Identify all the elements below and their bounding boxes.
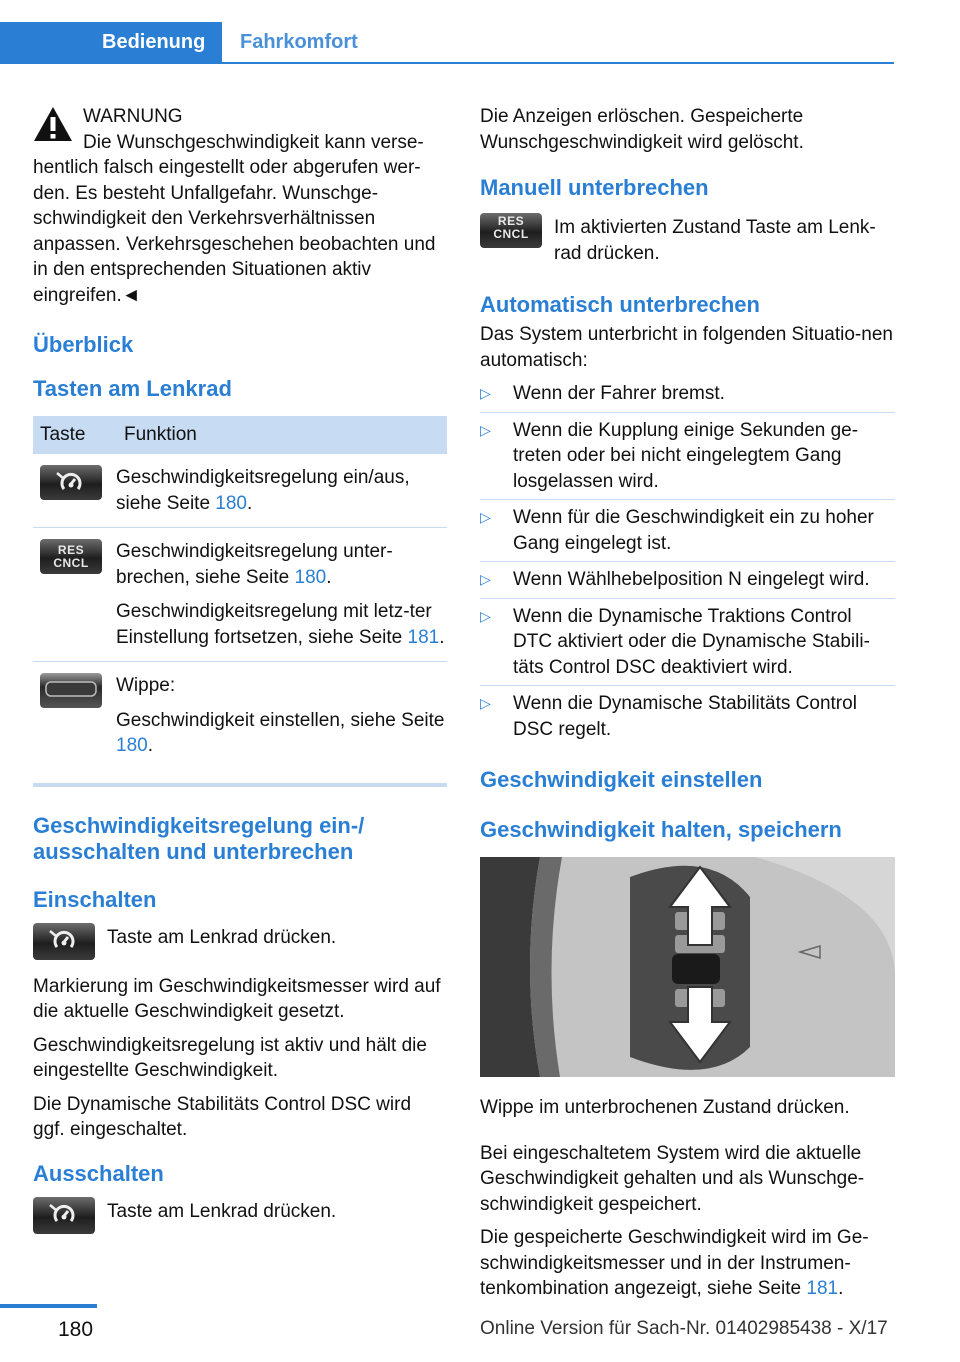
- list-item-text: Wenn für die Geschwindigkeit ein zu hoher Gang eingelegt ist.: [513, 507, 874, 554]
- table-row: [33, 454, 447, 528]
- row2-end-a: .: [326, 566, 332, 588]
- row3-text: Geschwindigkeit einstellen, siehe Seite: [116, 709, 445, 731]
- paragraph: Die Anzeigen erlöschen. Gespeicherte Wunschgeschwindigkeit wird gelöscht.: [480, 106, 804, 153]
- heading-manuell: Manuell unterbrechen: [480, 175, 709, 200]
- list-item: [480, 562, 895, 599]
- row2-text-a: Geschwindigkeitsregelung unter-brechen, siehe Seite: [116, 541, 393, 588]
- heading-einstellen: Geschwindigkeit einstellen: [480, 767, 763, 792]
- list-item-text: Wenn die Dynamische Stabilitäts Control DSC regelt.: [513, 693, 857, 740]
- list-item-text: Wenn der Fahrer bremst.: [513, 383, 725, 404]
- res-label: RES: [57, 543, 85, 557]
- list-item: [480, 376, 895, 413]
- row2-end-b: .: [439, 626, 445, 648]
- footer-online-version: Online Version für Sach-Nr. 01402985438 - X/17: [480, 1318, 888, 1339]
- list-item: [480, 500, 895, 562]
- table-header-key: Taste: [33, 416, 116, 454]
- ausschalten-text: Taste am Lenkrad drücken.: [107, 1200, 337, 1222]
- warning-icon: [33, 106, 73, 142]
- photo-caption: Wippe im unterbrochenen Zustand drücken.: [480, 1097, 850, 1118]
- steering-wheel-photo: [480, 857, 895, 1077]
- triangle-bullet-icon: ▷: [480, 385, 491, 401]
- heading-keys: Tasten am Lenkrad: [33, 376, 232, 401]
- cruise-control-button-icon: [33, 923, 95, 960]
- einschalten-instruction: [33, 923, 447, 960]
- list-item: [480, 686, 895, 747]
- cncl-label: CNCL: [493, 227, 529, 241]
- page-link-180[interactable]: 180: [116, 735, 148, 756]
- paragraph: Geschwindigkeitsregelung ist aktiv und hält die eingestellte Geschwindigkeit.: [33, 1034, 427, 1081]
- manuell-text: Im aktivierten Zustand Taste am Lenk-rad drücken.: [554, 217, 876, 264]
- ausschalten-instruction: [33, 1197, 447, 1234]
- res-cncl-button-icon: [40, 539, 102, 574]
- keys-table: [33, 416, 447, 787]
- row3-end: .: [147, 735, 153, 756]
- tab-bedienung[interactable]: Bedienung: [0, 22, 222, 62]
- warning-title: WARNUNG: [83, 106, 183, 127]
- paragraph: Markierung im Geschwindigkeitsmesser wird auf die aktuelle Geschwindigkeit gesetzt.: [33, 975, 441, 1022]
- page-link-180[interactable]: 180: [215, 492, 247, 514]
- heading-ausschalten: Ausschalten: [33, 1160, 164, 1186]
- list-item-text: Wenn Wählhebelposition N eingelegt wird.: [513, 569, 870, 590]
- rocker-switch-icon: [40, 673, 102, 708]
- cncl-label: CNCL: [53, 556, 89, 570]
- cruise-control-button-icon: [33, 1197, 95, 1234]
- warning-text: Die Wunschgeschwindigkeit kann verse-hentlich falsch eingestellt oder abgerufen wer-den. Es besteht Unfallgefahr. Wunschge-schwindigkeit den Verkehrsverhältnissen anpassen. Verkehrsgeschehen beobachten und in den entsprechenden Situationen aktiv eingreifen.◄: [33, 131, 436, 306]
- auto-conditions-list: [480, 376, 895, 747]
- einschalten-text: Taste am Lenkrad drücken.: [107, 926, 337, 948]
- triangle-bullet-icon: ▷: [480, 421, 491, 438]
- row1-end: .: [247, 492, 253, 514]
- page-number: 180: [58, 1318, 94, 1341]
- paragraph: Bei eingeschaltetem System wird die aktuelle Geschwindigkeit gehalten und als Wunschge-schwindigkeit gespeichert.: [480, 1142, 865, 1215]
- cruise-control-button-icon: [40, 465, 102, 500]
- row2-text-b: Geschwindigkeitsregelung mit letz-ter Einstellung fortsetzen, siehe Seite: [116, 601, 432, 648]
- triangle-bullet-icon: ▷: [480, 607, 491, 624]
- triangle-bullet-icon: ▷: [480, 509, 491, 525]
- res-cncl-button-icon: [480, 213, 542, 248]
- paragraph-end: .: [838, 1278, 844, 1299]
- header-tabs: [0, 0, 894, 64]
- triangle-bullet-icon: ▷: [480, 571, 491, 587]
- heading-overview: Überblick: [33, 332, 134, 357]
- list-item: [480, 413, 895, 501]
- page-link-181[interactable]: 181: [806, 1278, 839, 1299]
- table-row: [33, 662, 447, 785]
- heading-einschalten: Einschalten: [33, 886, 157, 912]
- table-header-function: Funktion: [116, 416, 447, 454]
- table-header-row: [33, 416, 447, 454]
- heading-automatisch: Automatisch unterbrechen: [480, 292, 760, 317]
- page-link-180[interactable]: 180: [294, 566, 327, 588]
- row1-text: Geschwindigkeitsregelung ein/aus, siehe Seite: [116, 467, 410, 514]
- right-column: [480, 104, 895, 1310]
- heading-section: Geschwindigkeitsregelung ein-/ ausschalten und unterbrechen: [33, 812, 365, 864]
- left-column: [33, 104, 447, 1248]
- list-item: [480, 599, 895, 687]
- row3-line1: Wippe:: [116, 675, 176, 696]
- table-row: [33, 528, 447, 662]
- paragraph: Die Dynamische Stabilitäts Control DSC wird ggf. eingeschaltet.: [33, 1093, 412, 1140]
- warning-block: [33, 104, 447, 308]
- triangle-bullet-icon: ▷: [480, 695, 491, 711]
- manuell-instruction: [480, 213, 895, 266]
- res-label: RES: [497, 214, 525, 228]
- list-item-text: Wenn die Kupplung einige Sekunden ge-treten oder bei nicht eingelegtem Gang losgelassen wird.: [513, 419, 859, 492]
- paragraph: Die gespeicherte Geschwindigkeit wird im Ge-schwindigkeitsmesser und in der Instrumen-tenkombination angezeigt, siehe Seite: [480, 1227, 869, 1299]
- heading-halten-speichern: Geschwindigkeit halten, speichern: [480, 817, 842, 842]
- footer-accent-line: [0, 1304, 97, 1308]
- auto-intro: Das System unterbricht in folgenden Situatio-nen automatisch:: [480, 324, 893, 371]
- list-item-text: Wenn die Dynamische Traktions Control DTC aktiviert oder die Dynamische Stabili-täts Control DSC deaktiviert wird.: [513, 605, 870, 678]
- page-link-181[interactable]: 181: [407, 626, 440, 648]
- tab-fahrkomfort[interactable]: Fahrkomfort: [240, 31, 358, 53]
